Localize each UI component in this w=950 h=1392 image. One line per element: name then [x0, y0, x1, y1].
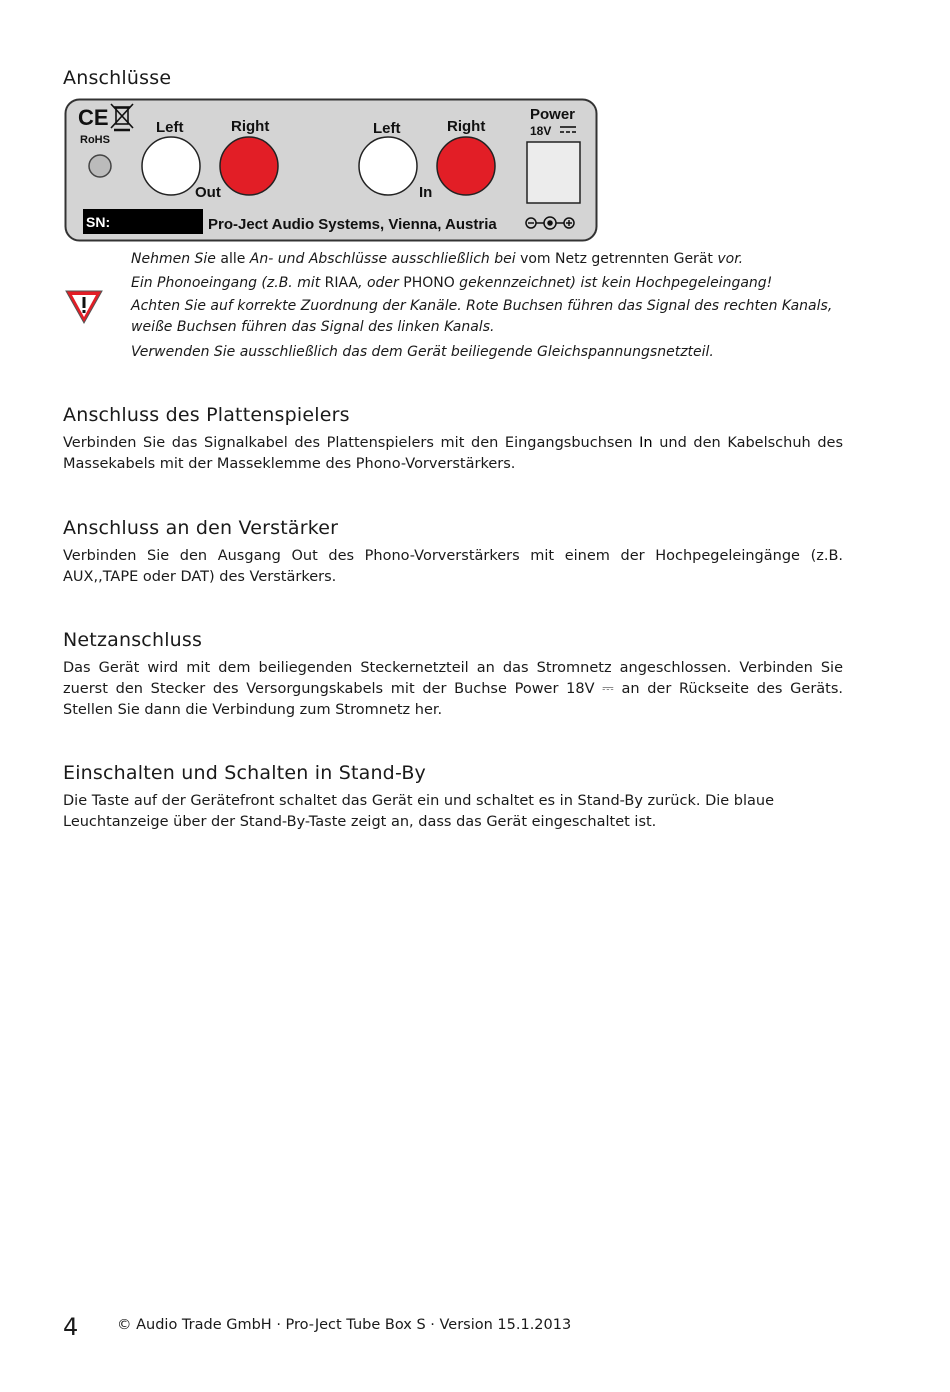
section-title-amplifier: Anschluss an den Verstärker [63, 517, 339, 539]
rear-panel-illustration [64, 98, 598, 242]
warning-text [131, 248, 851, 363]
warning-line-2: Ein Phonoeingang (z.B. mit RIAA, oder PHONO gekennzeichnet) ist kein Hochpegeleingang! [131, 275, 773, 291]
rear-panel-graphic [64, 98, 598, 242]
rohs-label: RoHS [80, 134, 110, 146]
out-left-jack [142, 137, 200, 195]
power-socket [527, 142, 580, 203]
ground-terminal [89, 155, 111, 177]
power-label: Power [530, 106, 576, 123]
power-voltage-label: 18V [530, 124, 552, 138]
section-title-connections: Anschlüsse [63, 67, 172, 89]
in-left-jack [359, 137, 417, 195]
warning-line-4: Verwenden Sie ausschließlich das dem Gerät beiliegende Gleichspannungsnetzteil. [131, 344, 714, 360]
amplifier-text: Verbinden Sie den Ausgang Out des Phono-Vorverstärkers mit einem der Hochpegeleingänge (z.B. AUX,,TAPE oder DAT) des Verstärkers. [63, 548, 844, 585]
warning-line-1: Nehmen Sie alle An- und Abschlüsse ausschließlich bei vom Netz getrennten Gerät vor. [131, 251, 744, 267]
mains-text: Das Gerät wird mit dem beiliegenden Steckernetzteil an das Stromnetz angeschlossen. Verbinden Sie zuerst den Stecker des Versorgungskabels mit der Buchse Power 18V ⎓ an der Rückseite des Geräts. Stellen Sie dann die Verbindung zum Stromnetz her. [63, 660, 844, 718]
manufacturer-label: Pro-Ject Audio Systems, Vienna, Austria [208, 216, 497, 233]
out-left-label: Left [156, 119, 184, 136]
ce-mark: CE [78, 105, 109, 130]
warning-triangle-icon [64, 289, 104, 325]
warning-icon-wrap [64, 289, 104, 325]
out-right-jack [220, 137, 278, 195]
page-number: 4 [63, 1313, 79, 1341]
in-label: In [419, 184, 433, 201]
out-label: Out [195, 184, 221, 201]
footer-text: © Audio Trade GmbH · Pro-Ject Tube Box S · Version 15.1.2013 [117, 1317, 572, 1333]
section-title-turntable: Anschluss des Plattenspielers [63, 404, 350, 426]
in-left-label: Left [373, 120, 401, 137]
section-title-mains: Netzanschluss [63, 629, 203, 651]
turntable-text: Verbinden Sie das Signalkabel des Plattenspielers mit den Eingangsbuchsen In und den Kabelschuh des Massekabels mit der Masseklemme des Phono-Vorverstärkers. [63, 435, 844, 472]
standby-text: Die Taste auf der Gerätefront schaltet das Gerät ein und schaltet es in Stand-By zurück. Die blaue Leuchtanzeige über der Stand-By-Taste zeigt an, dass das Gerät eingeschaltet ist. [63, 793, 775, 830]
in-right-jack [437, 137, 495, 195]
out-right-label: Right [231, 118, 270, 135]
serial-number-label: SN: [86, 214, 111, 230]
section-title-standby: Einschalten und Schalten in Stand-By [63, 762, 427, 784]
warning-line-3: Achten Sie auf korrekte Zuordnung der Kanäle. Rote Buchsen führen das Signal des rechten Kanals, weiße Buchsen führen das Signal des linken Kanals. [131, 298, 833, 335]
in-right-label: Right [447, 118, 486, 135]
